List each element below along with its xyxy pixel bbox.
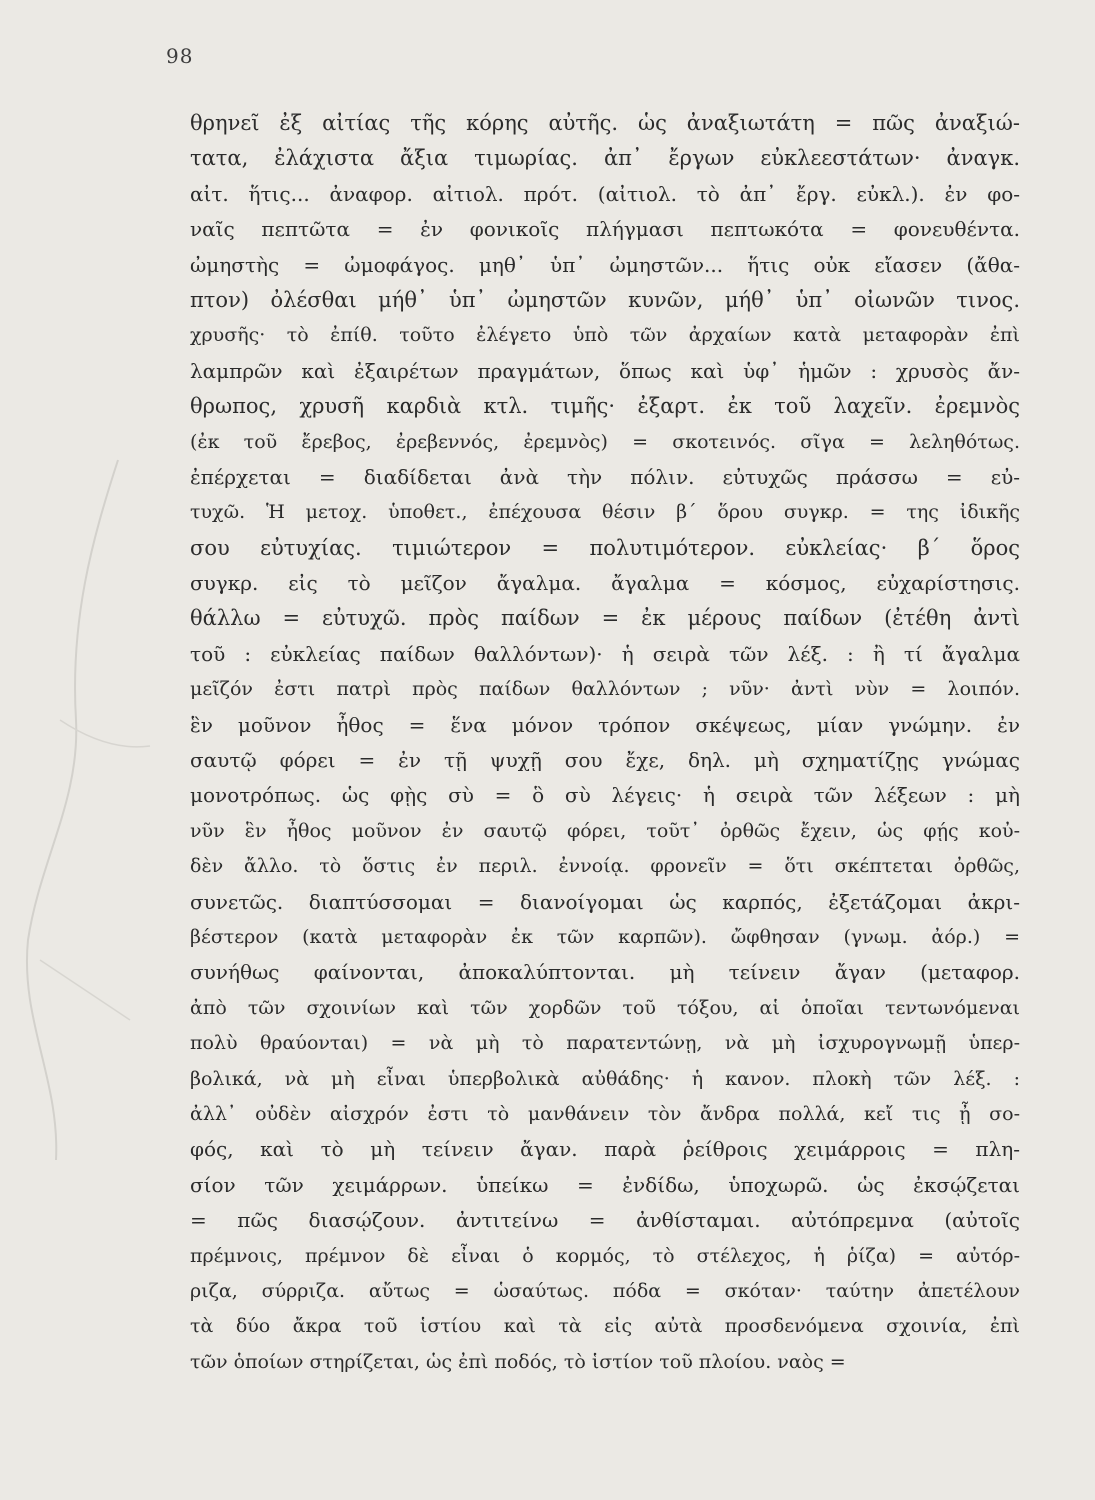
text-line: τοῦ : εὐκλείας παίδων θαλλόντων)· ἡ σειρὰ τῶν λέξ. : ἢ τί ἄγαλμα [190,641,1020,666]
text-line: βολικά, νὰ μὴ εἶναι ὑπερβολικὰ αὐθάδης· ἡ κανον. πλοκὴ τῶν λέξ. : [190,1067,1020,1090]
text-line: συνετῶς. διαπτύσσομαι = διανοίγομαι ὡς καρπός, ἐξετάζομαι ἀκρι- [190,889,1020,914]
text-line: αἰτ. ἥτις... ἀναφορ. αἰτιολ. πρότ. (αἰτιολ. τὸ ἀπ᾿ ἔργ. εὐκλ.). ἐν φο- [190,181,1020,206]
text-line: πολὺ θραύονται) = νὰ μὴ τὸ παρατεντώνῃ, νὰ μὴ ἰσχυρογνωμῇ ὑπερ- [190,1032,1020,1055]
text-line: φός, καὶ τὸ μὴ τείνειν ἄγαν. παρὰ ῥείθροις χειμάρροις = πλη- [190,1137,1020,1162]
text-line: ριζα, σύρριζα. αὔτως = ὡσαύτως. πόδα = σκόταν· ταύτην ἀπετέλουν [190,1279,1020,1302]
show-through-sketch [0,420,200,1320]
page-number: 98 [166,44,194,68]
text-line: ἀπὸ τῶν σχοινίων καὶ τῶν χορδῶν τοῦ τόξου, αἱ ὁποῖαι τεντωνόμεναι [190,996,1020,1019]
text-line: δὲν ἄλλο. τὸ ὅστις ἐν περιλ. ἐννοίᾳ. φρονεῖν = ὅτι σκέπτεται ὀρθῶς, [190,855,1020,878]
text-line: (ἐκ τοῦ ἔρεβος, ἐρεβεννός, ἐρεμνὸς) = σκοτεινός. σῖγα = λεληθότως. [190,430,1020,453]
text-line: λαμπρῶν καὶ ἐξαιρέτων πραγμάτων, ὅπως καὶ ὑφ᾿ ἡμῶν : χρυσὸς ἄν- [190,358,1020,383]
text-line: ἓν μοῦνον ἦθος = ἕνα μόνον τρόπον σκέψεως, μίαν γνώμην. ἐν [190,712,1020,737]
text-line: ἀλλ᾿ οὐδὲν αἰσχρόν ἐστι τὸ μανθάνειν τὸν ἄνδρα πολλά, κεἴ τις ᾖ σο- [190,1102,1020,1125]
text-line: τατα, ἐλάχιστα ἄξια τιμωρίας. ἀπ᾿ ἔργων εὐκλεεστάτων· ἀναγκ. [190,146,1020,171]
text-line: σίον τῶν χειμάρρων. ὑπείκω = ἐνδίδω, ὑποχωρῶ. ὡς ἐκσῴζεται [190,1172,1020,1197]
text-line: μεῖζόν ἐστι πατρὶ πρὸς παίδων θαλλόντων ; νῦν· ἀντὶ νὺν = λοιπόν. [190,678,1020,701]
commentary-text [190,106,1020,1380]
text-line: πρέμνοις, πρέμνον δὲ εἶναι ὁ κορμός, τὸ στέλεχος, ἡ ῥίζα) = αὐτόρ- [190,1244,1020,1267]
text-line: τυχῶ. Ἡ μετοχ. ὑποθετ., ἐπέχουσα θέσιν β΄ ὅρου συγκρ. = της ἰδικῆς [190,501,1020,524]
text-line: = πῶς διασῴζουν. ἀντιτείνω = ἀνθίσταμαι. αὐτόπρεμνα (αὐτοῖς [190,1208,1020,1233]
text-line: σου εὐτυχίας. τιμιώτερον = πολυτιμότερον. εὐκλείας· β΄ ὅρος [190,535,1020,560]
text-line: σαυτῷ φόρει = ἐν τῇ ψυχῇ σου ἔχε, δηλ. μὴ σχηματίζῃς γνώμας [190,748,1020,773]
text-line: νῦν ἓν ἦθος μοῦνον ἐν σαυτῷ φόρει, τοῦτ᾿ ὀρθῶς ἔχειν, ὡς φῄς κοὐ- [190,819,1020,842]
text-line: τὰ δύο ἄκρα τοῦ ἱστίου καὶ τὰ εἰς αὐτὰ προσδενόμενα σχοινία, ἐπὶ [190,1315,1020,1338]
text-line: ἐπέρχεται = διαδίδεται ἀνὰ τὴν πόλιν. εὐτυχῶς πράσσω = εὐ- [190,464,1020,489]
text-line: μονοτρόπως. ὡς φῂς σὺ = ὃ σὺ λέγεις· ἡ σειρὰ τῶν λέξεων : μὴ [190,783,1020,808]
text-line: συγκρ. εἰς τὸ μεῖζον ἄγαλμα. ἄγαλμα = κόσμος, εὐχαρίστησις. [190,571,1020,596]
text-line: χρυσῆς· τὸ ἐπίθ. τοῦτο ἐλέγετο ὑπὸ τῶν ἀρχαίων κατὰ μεταφορὰν ἐπὶ [190,324,1020,347]
text-line: θρηνεῖ ἐξ αἰτίας τῆς κόρης αὐτῆς. ὡς ἀναξιωτάτη = πῶς ἀναξιώ- [190,111,1020,135]
text-line: τῶν ὁποίων στηρίζεται, ὡς ἐπὶ ποδός, τὸ ἱστίον τοῦ πλοίου. ναὸς = [190,1350,846,1373]
text-line: ναῖς πεπτῶτα = ἐν φονικοῖς πλήγμασι πεπτωκότα = φονευθέντα. [190,217,1020,242]
text-line: ὠμηστὴς = ὠμοφάγος. μηθ᾿ ὑπ᾿ ὠμηστῶν... ἥτις οὐκ εἴασεν (ἄθα- [190,252,1020,277]
text-line: συνήθως φαίνονται, ἀποκαλύπτονται. μὴ τείνειν ἄγαν (μεταφορ. [190,960,1020,985]
text-line: πτον) ὀλέσθαι μήθ᾿ ὑπ᾿ ὠμηστῶν κυνῶν, μήθ᾿ ὑπ᾿ οἰωνῶν τινος. [190,287,1020,312]
text-line: θάλλω = εὐτυχῶ. πρὸς παίδων = ἐκ μέρους παίδων (ἐτέθη ἀντὶ [190,606,1020,631]
text-line: βέστερον (κατὰ μεταφορὰν ἐκ τῶν καρπῶν). ὤφθησαν (γνωμ. ἀόρ.) = [190,925,1020,948]
text-line: θρωπος, χρυσῆ καρδιὰ κτλ. τιμῆς· ἐξαρτ. ἐκ τοῦ λαχεῖν. ἐρεμνὸς [190,394,1020,419]
